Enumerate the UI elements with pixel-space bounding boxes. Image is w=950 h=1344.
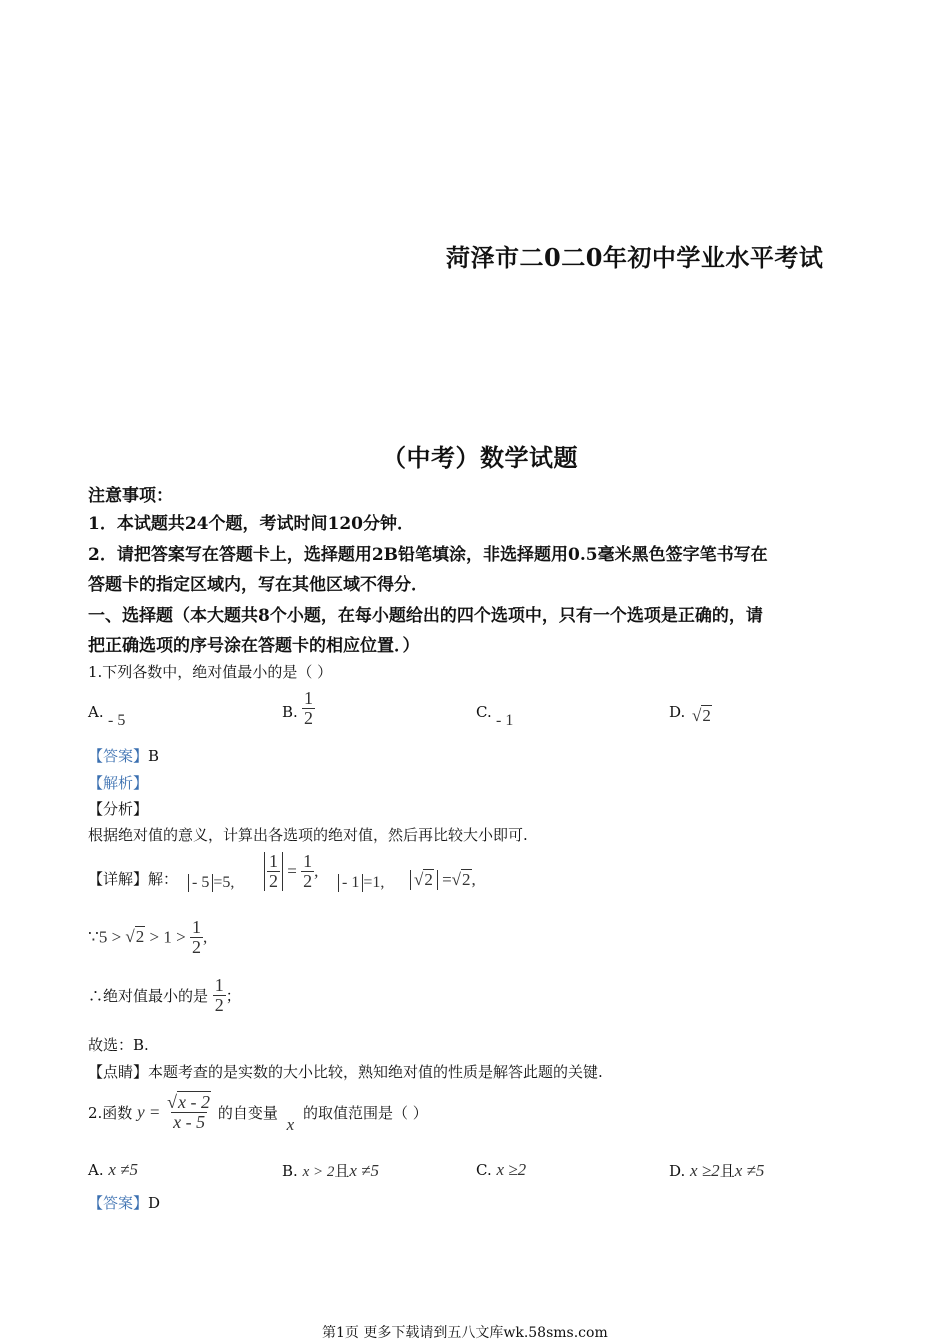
q2-option-b: B. x > 2且x ≠5 bbox=[282, 1161, 380, 1180]
page-title: 菏泽市二0二0年初中学业水平考试 bbox=[446, 243, 824, 272]
detail-abs-minus-5: - 5 =5, bbox=[188, 874, 234, 892]
question-1-stem: 1.下列各数中，绝对值最小的是（ ） bbox=[88, 663, 333, 681]
detail-abs-minus-1: - 1 =1, bbox=[338, 874, 384, 892]
q1-option-d-value bbox=[692, 706, 712, 726]
detail-abs-half: $\frac{1}{2}$ = $\frac{1}{2}$ , bbox=[264, 852, 318, 891]
answer-value: B bbox=[148, 747, 160, 765]
q2-fraction: $\frac{√x - 2}{x - 5}$ bbox=[167, 1092, 211, 1132]
detail-abs-sqrt2: √2 =√2, bbox=[410, 870, 476, 890]
q1-option-d-label: D. bbox=[669, 703, 686, 721]
q1-detail-tag: 【详解】解： bbox=[88, 870, 179, 888]
q2-answer: 【答案】D bbox=[88, 1194, 161, 1212]
q1-dianjing: 【点睛】本题考查的是实数的大小比较，熟知绝对值的性质是解答此题的关键. bbox=[88, 1063, 603, 1081]
q1-option-b-fraction bbox=[302, 689, 315, 728]
page-subtitle: （中考）数学试题 bbox=[382, 443, 578, 472]
notice-item-2-line-2: 答题卡的指定区域内，写在其他区域不得分． bbox=[88, 575, 428, 595]
radicand: 2 bbox=[702, 706, 711, 725]
q1-therefore-line: ∴绝对值最小的是 $\frac{1}{2}$ ； bbox=[88, 975, 241, 1015]
section-heading-line-1: 一、选择题（本大题共8个小题，在每小题给出的四个选项中，只有一个选项是正确的，请 bbox=[88, 606, 763, 626]
fraction-numerator: 1 bbox=[304, 688, 313, 708]
q1-option-b-label: B. bbox=[282, 703, 298, 721]
q1-analysis-tag: 【解析】 bbox=[88, 774, 149, 792]
q2-option-c: C. x ≥2 bbox=[476, 1160, 527, 1179]
sqrt-expression: √2 bbox=[692, 706, 711, 725]
q1-guxuan: 故选：B. bbox=[88, 1036, 149, 1054]
question-2-stem: 2.函数 y = $\frac{√x - 2}{x - 5}$ 的自变量 x 的取值范围是（ ） bbox=[88, 1092, 428, 1135]
q1-option-a-value: - 5 bbox=[108, 712, 126, 729]
q1-option-c-value: - 1 bbox=[496, 712, 514, 729]
q1-fenxi-tag: 【分析】 bbox=[88, 800, 149, 818]
page-footer: 第1页 更多下载请到五八文库wk.58sms.com bbox=[322, 1325, 608, 1341]
notice-heading: 注意事项： bbox=[88, 486, 173, 506]
q1-fenxi-text: 根据绝对值的意义，计算出各选项的绝对值，然后再比较大小即可. bbox=[88, 826, 528, 844]
notice-item-2-line-1: 2．请把答案写在答题卡上，选择题用2B铅笔填涂，非选择题用0.5毫米黑色签字笔书写在 bbox=[88, 545, 768, 565]
fraction-denominator: 2 bbox=[304, 707, 313, 728]
q1-option-a-label: A. bbox=[88, 703, 104, 721]
q2-option-a: A. x ≠5 bbox=[88, 1160, 139, 1179]
q2-option-d: D. x ≥2且x ≠5 bbox=[669, 1161, 765, 1180]
section-heading-line-2: 把正确选项的序号涂在答题卡的相应位置．） bbox=[88, 636, 420, 656]
answer-tag: 【答案】 bbox=[88, 747, 149, 765]
notice-item-1: 1．本试题共24个题，考试时间120分钟． bbox=[88, 514, 414, 534]
q1-answer bbox=[88, 745, 159, 766]
q1-option-c-label: C. bbox=[476, 703, 492, 721]
q1-because-line: ∵5 > √2 > 1 > $\frac{1}{2}$ , bbox=[88, 917, 208, 957]
